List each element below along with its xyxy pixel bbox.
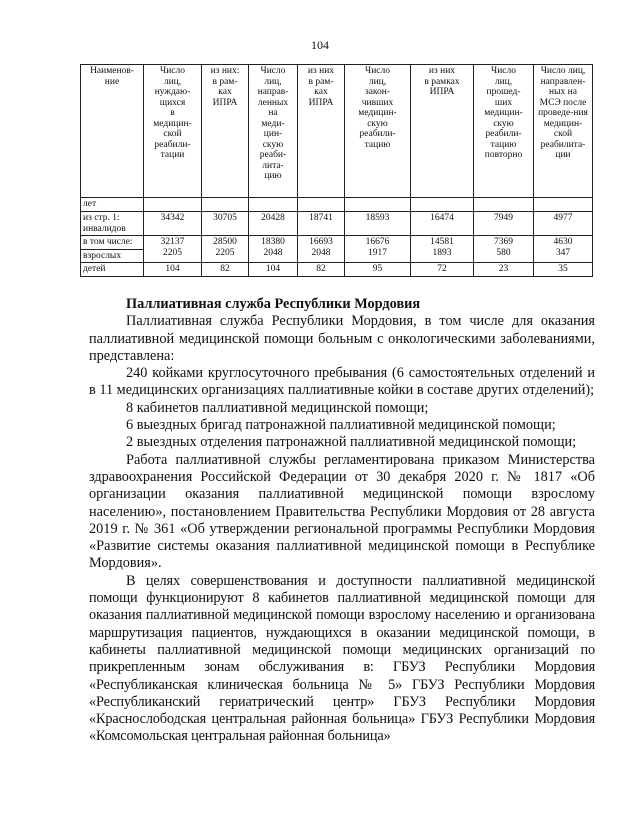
table-cell: 34342 bbox=[144, 212, 202, 236]
table-cell: 23 bbox=[474, 263, 534, 277]
paragraph: 6 выездных бригад патронажной паллиативной медицинской помощи; bbox=[126, 417, 556, 434]
table-cell: 82 bbox=[298, 263, 345, 277]
table-row bbox=[81, 263, 593, 277]
table-cell: 4977 bbox=[534, 212, 593, 236]
paragraph: Работа паллиативной службы регламентирована приказом Министерства здравоохранения Российской Федерации от 30 декабря 2020 г. № 1817 «Об организации оказания паллиативной медицинской помощи взрослому населению», постановлением Правительства Республики Мордовия от 28 августа 2019 г. № 361 «Об утверждении региональной программы Республики Мордовия «Развитие системы оказания паллиативной медицинской помощи в Республике Мордовия». bbox=[89, 451, 595, 572]
table-row bbox=[81, 198, 593, 212]
rehabilitation-stats-table bbox=[80, 64, 593, 277]
table-cell: 95 bbox=[345, 263, 411, 277]
table-header-cell: из них в рамках ИПРА bbox=[411, 65, 474, 198]
section-title: Паллиативная служба Республики Мордовия bbox=[126, 296, 421, 312]
page-number: 104 bbox=[311, 38, 329, 52]
table-cell: 104 bbox=[144, 263, 202, 277]
table-header-cell: Число лиц, нуждаю- щихся в медицин- ской реабили- тации bbox=[144, 65, 202, 198]
table-header-cell: Число лиц, прошед- ших медицин- скую реабили- тацию повторно bbox=[474, 65, 534, 198]
table-cell: 18741 bbox=[298, 212, 345, 236]
table-cell: 82 bbox=[202, 263, 249, 277]
table-header-cell: Число лиц, направлен- ных на МСЭ после проведе-ния медицин- ской реабилита- ции bbox=[534, 65, 593, 198]
table-header-cell: из них: в рам- ках ИПРА bbox=[202, 65, 249, 198]
table-cell: 20428 bbox=[249, 212, 298, 236]
paragraph: 2 выездных отделения патронажной паллиативной медицинской помощи; bbox=[126, 434, 577, 451]
table-cell: 7949 bbox=[474, 212, 534, 236]
table-cell: 32137 2205 bbox=[144, 236, 202, 263]
table-cell: 16693 2048 bbox=[298, 236, 345, 263]
table-cell: 4630 347 bbox=[534, 236, 593, 263]
row-label: детей bbox=[81, 263, 144, 277]
paragraph: 240 койками круглосуточного пребывания (6 самостоятельных отделений и в 11 медицинских организациях паллиативные койки в составе других отделений); bbox=[89, 365, 595, 399]
table-cell: 18593 bbox=[345, 212, 411, 236]
table-cell: 30705 bbox=[202, 212, 249, 236]
row-label: в том числе: bbox=[81, 236, 144, 250]
paragraph: Паллиативная служба Республики Мордовия, в том числе для оказания паллиативной медицинской помощи больным с онкологическими заболеваниями, представлена: bbox=[89, 313, 595, 364]
table-header-cell: из них в рам- ках ИПРА bbox=[298, 65, 345, 198]
table-cell: 18380 2048 bbox=[249, 236, 298, 263]
table-cell: 14581 1893 bbox=[411, 236, 474, 263]
table-header-row bbox=[81, 65, 593, 198]
table-cell: 16474 bbox=[411, 212, 474, 236]
table-cell: 72 bbox=[411, 263, 474, 277]
paragraph: 8 кабинетов паллиативной медицинской помощи; bbox=[126, 399, 429, 416]
row-label: из стр. 1: инвалидов bbox=[81, 212, 144, 236]
table-header-cell: Наименов- ние bbox=[81, 65, 144, 198]
table-cell: 7369 580 bbox=[474, 236, 534, 263]
row-label: взрослых bbox=[81, 249, 144, 263]
table-header-cell: Число лиц, закон- чивших медицин- скую реабили- тацию bbox=[345, 65, 411, 198]
table-cell: 35 bbox=[534, 263, 593, 277]
table-cell: 104 bbox=[249, 263, 298, 277]
table-row bbox=[81, 236, 593, 250]
table-cell: 28500 2205 bbox=[202, 236, 249, 263]
table-row bbox=[81, 212, 593, 236]
row-label: лет bbox=[81, 198, 144, 212]
table-header-cell: Число лиц, направ- ленных на меди- цин- скую реаби- лита- цию bbox=[249, 65, 298, 198]
document-body bbox=[89, 296, 595, 746]
table-cell: 16676 1917 bbox=[345, 236, 411, 263]
paragraph: В целях совершенствования и доступности паллиативной медицинской помощи функционируют 8 кабинетов паллиативной медицинской помощи для оказания паллиативной медицинской помощи взрослому населению и организована маршрутизация пациентов, нуждающихся в оказании медицинской помощи, в кабинеты паллиативной медицинской помощи медицинских организаций по прикрепленным зонам обслуживания в: ГБУЗ Республики Мордовия «Республиканская клиническая больница № 5» ГБУЗ Республики Мордовия «Республиканский гериатрический центр» ГБУЗ Республики Мордовия «Краснослободская центральная районная больница» ГБУЗ Республики Мордовия «Комсомольская центральная районная больница» bbox=[89, 572, 595, 745]
